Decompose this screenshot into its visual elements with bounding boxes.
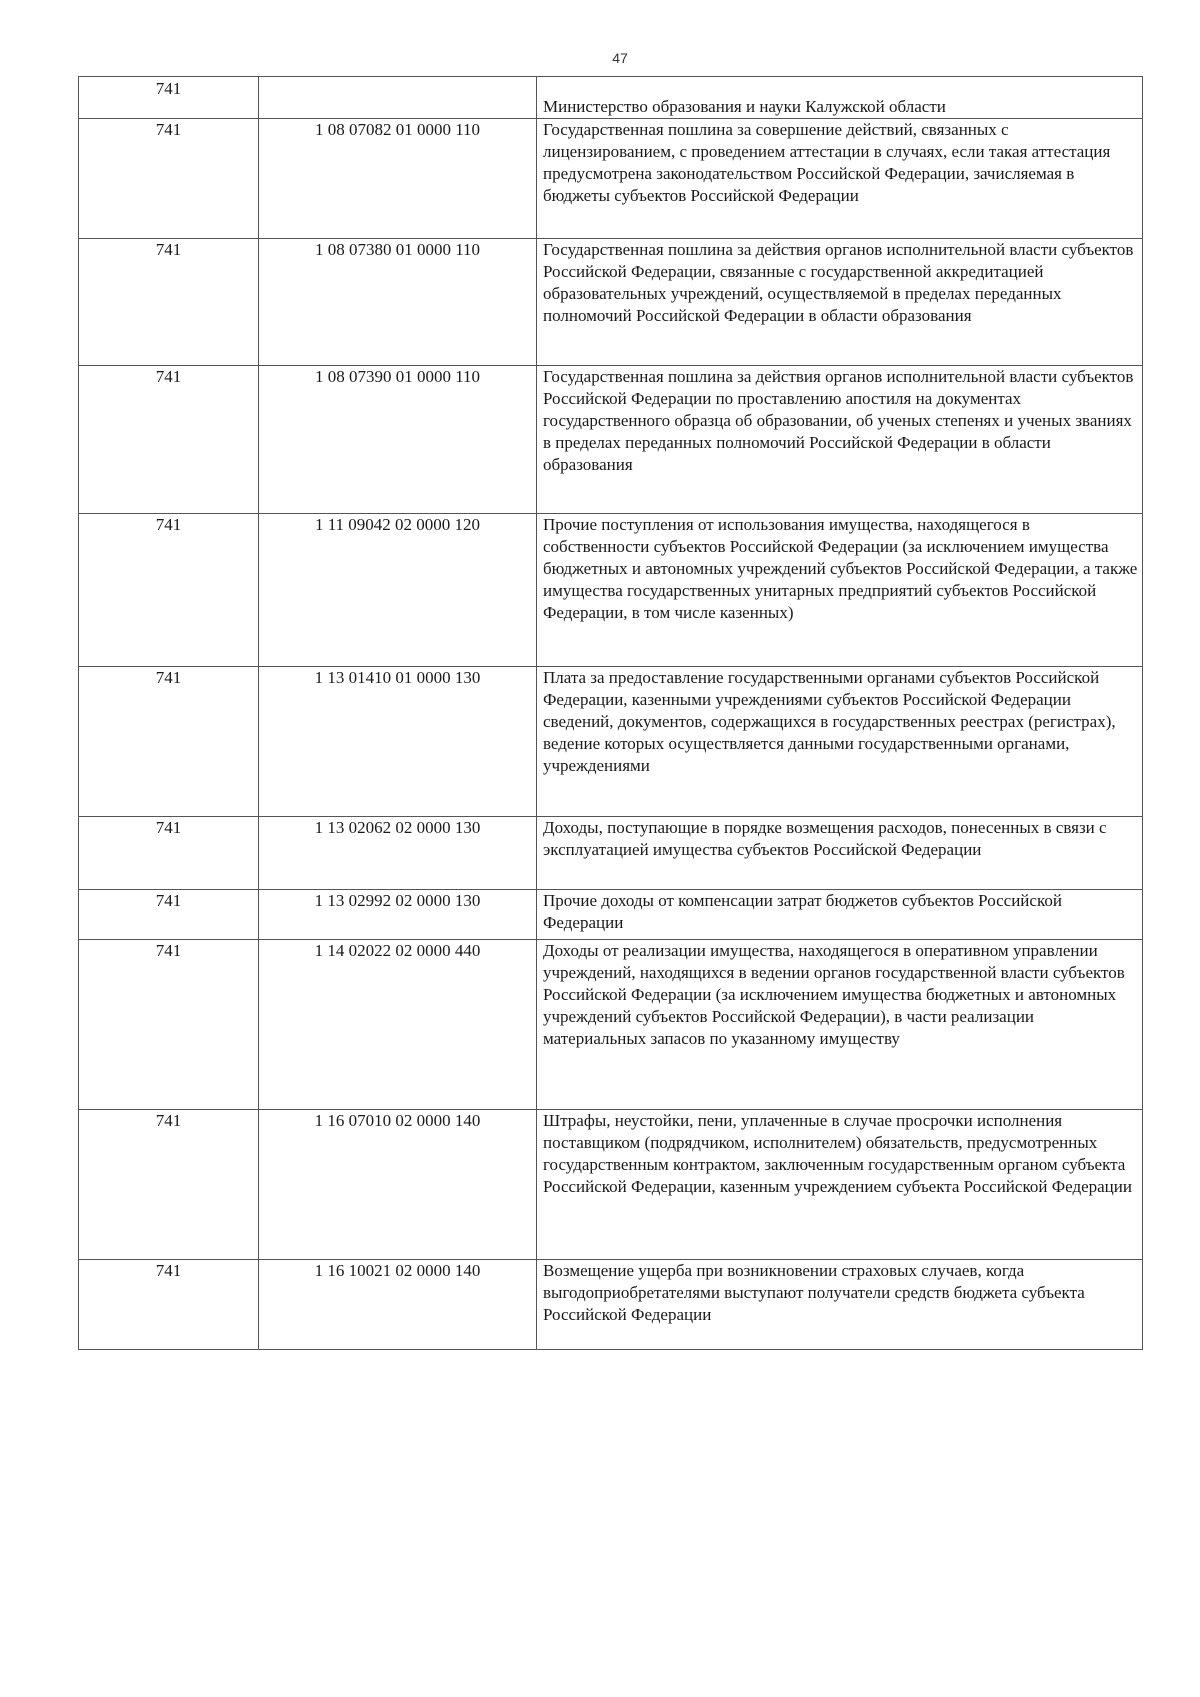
income-code-cell: 1 14 02022 02 0000 440 [259, 940, 537, 1110]
admin-code-cell: 741 [79, 77, 259, 119]
admin-code-cell: 741 [79, 239, 259, 366]
budget-table-container [78, 76, 1142, 1350]
table-row [79, 514, 1143, 667]
income-code-cell: 1 08 07380 01 0000 110 [259, 239, 537, 366]
income-code-cell: 1 08 07082 01 0000 110 [259, 119, 537, 239]
income-name-cell: Прочие доходы от компенсации затрат бюджетов субъектов Российской Федерации [537, 890, 1143, 940]
income-name-cell: Доходы, поступающие в порядке возмещения расходов, понесенных в связи с эксплуатацией имущества субъектов Российской Федерации [537, 817, 1143, 890]
table-row [79, 119, 1143, 239]
budget-table [78, 76, 1143, 1350]
table-row [79, 1110, 1143, 1260]
income-name-cell: Плата за предоставление государственными органами субъектов Российской Федерации, казенными учреждениями субъектов Российской Федерации сведений, документов, содержащихся в государственных реестрах (регистрах), ведение которых осуществляется данными государственными органами, учреждениями [537, 667, 1143, 817]
page-number: 47 [612, 50, 628, 66]
table-row [79, 940, 1143, 1110]
admin-code-cell: 741 [79, 817, 259, 890]
income-name-cell: Возмещение ущерба при возникновении страховых случаев, когда выгодоприобретателями выступают получатели средств бюджета субъекта Российской Федерации [537, 1260, 1143, 1350]
income-name-cell: Государственная пошлина за действия органов исполнительной власти субъектов Российской Федерации по проставлению апостиля на документах государственного образца об образовании, об ученых степенях и ученых званиях в пределах переданных полномочий Российской Федерации в области образования [537, 366, 1143, 514]
table-row [79, 817, 1143, 890]
admin-code-cell: 741 [79, 514, 259, 667]
admin-code-cell: 741 [79, 1110, 259, 1260]
admin-code-cell: 741 [79, 119, 259, 239]
admin-code-cell: 741 [79, 667, 259, 817]
table-row [79, 239, 1143, 366]
table-row [79, 1260, 1143, 1350]
income-name-cell: Государственная пошлина за действия органов исполнительной власти субъектов Российской Федерации, связанные с государственной аккредитацией образовательных учреждений, осуществляемой в пределах переданных полномочий Российской Федерации в области образования [537, 239, 1143, 366]
admin-code-cell: 741 [79, 366, 259, 514]
admin-code-cell: 741 [79, 940, 259, 1110]
income-name-cell: Государственная пошлина за совершение действий, связанных с лицензированием, с проведением аттестации в случаях, если такая аттестация предусмотрена законодательством Российской Федерации, зачисляемая в бюджеты субъектов Российской Федерации [537, 119, 1143, 239]
income-code-cell [259, 77, 537, 119]
income-name-cell: Штрафы, неустойки, пени, уплаченные в случае просрочки исполнения поставщиком (подрядчиком, исполнителем) обязательств, предусмотренных государственным контрактом, заключенным государственным органом субъекта Российской Федерации, казенным учреждением субъекта Российской Федерации [537, 1110, 1143, 1260]
income-name-cell: Прочие поступления от использования имущества, находящегося в собственности субъектов Российской Федерации (за исключением имущества бюджетных и автономных учреждений субъектов Российской Федерации, а также имущества государственных унитарных предприятий субъектов Российской Федерации, в том числе казенных) [537, 514, 1143, 667]
income-code-cell: 1 13 01410 01 0000 130 [259, 667, 537, 817]
income-code-cell: 1 13 02062 02 0000 130 [259, 817, 537, 890]
table-row [79, 366, 1143, 514]
income-name-cell: Доходы от реализации имущества, находящегося в оперативном управлении учреждений, находящихся в ведении органов государственной власти субъектов Российской Федерации (за исключением имущества бюджетных и автономных учреждений субъектов Российской Федерации), в части реализации материальных запасов по указанному имуществу [537, 940, 1143, 1110]
table-row [79, 77, 1143, 119]
admin-code-cell: 741 [79, 890, 259, 940]
income-code-cell: 1 11 09042 02 0000 120 [259, 514, 537, 667]
income-name-cell: Министерство образования и науки Калужской области [537, 77, 1143, 119]
income-code-cell: 1 16 07010 02 0000 140 [259, 1110, 537, 1260]
admin-code-cell: 741 [79, 1260, 259, 1350]
income-code-cell: 1 08 07390 01 0000 110 [259, 366, 537, 514]
table-row [79, 890, 1143, 940]
income-code-cell: 1 13 02992 02 0000 130 [259, 890, 537, 940]
income-code-cell: 1 16 10021 02 0000 140 [259, 1260, 537, 1350]
table-row [79, 667, 1143, 817]
